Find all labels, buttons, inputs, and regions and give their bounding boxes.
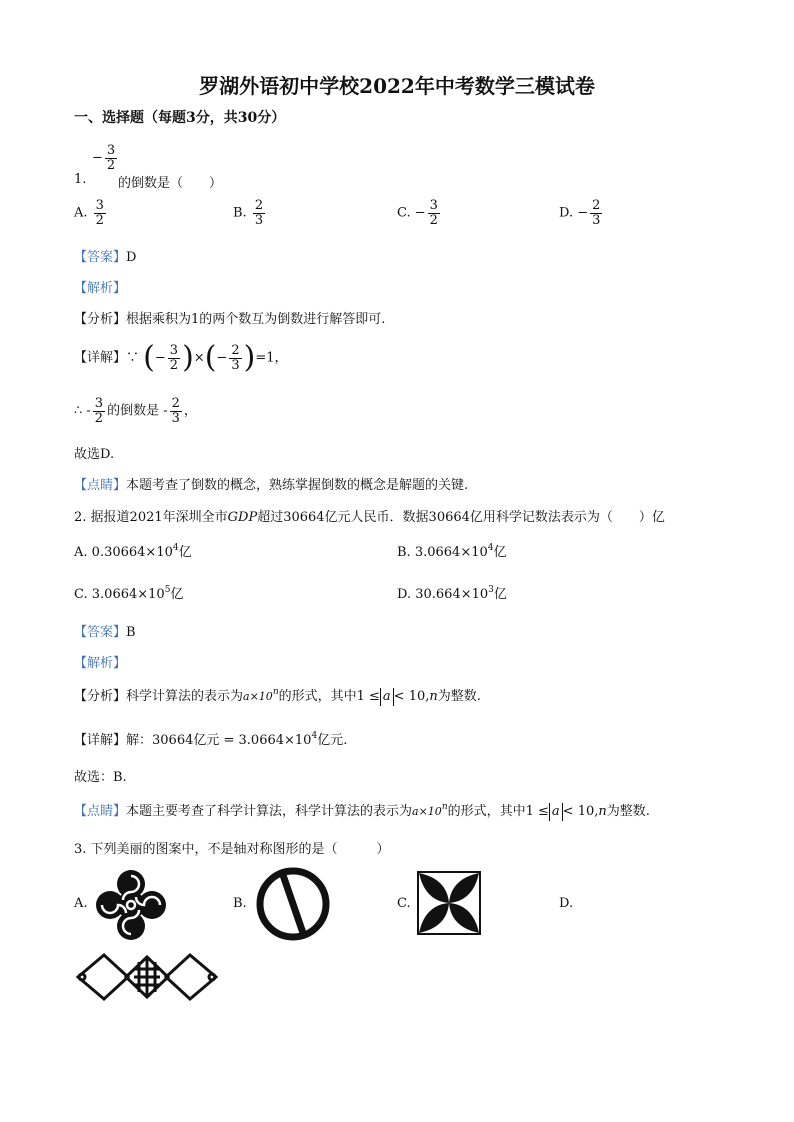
q1-option-c[interactable]: C. − $\frac{3}{2}$ <box>397 198 438 228</box>
q3-option-b-label[interactable]: B. <box>233 896 247 911</box>
square-petals-icon <box>417 871 481 935</box>
q2-analysis-label: 【解析】 <box>74 656 127 671</box>
q1-detail-line1: 【详解】∵ (− $\frac{3}{2}$ )×(− $\frac{2}{3}$ )=1， <box>74 340 288 375</box>
q3-option-a-label[interactable]: A. <box>74 896 88 911</box>
q1-dianjing: 【点睛】本题考查了倒数的概念，熟练掌握倒数的概念是解题的关键. <box>74 478 469 493</box>
q3-option-d-label[interactable]: D. <box>559 896 574 911</box>
q1-detail-line2: ∴ - $\frac{3}{2}$ 的倒数是 - $\frac{2}{3}$ ， <box>74 396 197 426</box>
q1-choose: 故选D. <box>74 447 115 462</box>
q2-answer: 【答案】B <box>74 625 136 640</box>
q2-detail: 【详解】解：30664亿元 = $3.0664\times 10^4$亿元. <box>74 731 348 748</box>
q2-option-b[interactable]: B. $3.0664\times 10^4$亿 <box>397 543 507 560</box>
page-title: 罗湖外语初中学校2022年中考数学三模试卷 <box>199 74 595 98</box>
q3-stem: 3. 下列美丽的图案中，不是轴对称图形的是（ ） <box>74 842 390 857</box>
q1-option-a[interactable]: A. $\frac{3}{2}$ <box>74 198 104 228</box>
q2-option-d[interactable]: D. $30.664\times 10^3$亿 <box>397 585 507 602</box>
q2-dianjing: 【点睛】本题主要考查了科学计算法，科学计算法的表示为$a\times 10^n$的形式，其中1 ≤ a < 10,n为整数. <box>74 802 650 819</box>
q3-option-c-label[interactable]: C. <box>397 896 411 911</box>
q2-option-c[interactable]: C. $3.0664\times 10^5$亿 <box>74 585 184 602</box>
q1-fenxi: 【分析】根据乘积为1的两个数互为倒数进行解答即可. <box>74 312 386 327</box>
q1-analysis-label: 【解析】 <box>74 281 127 296</box>
q1-number: 1. <box>74 172 87 187</box>
q2-stem: 2. 据报道2021年深圳全市GDP超过30664亿元人民币．数据30664亿用科学记数法表示为（ ）亿 <box>74 510 665 525</box>
q2-fenxi: 【分析】科学计算法的表示为$a\times 10^n$的形式，其中1 ≤ a < 10,n为整数. <box>74 687 481 704</box>
q1-stem-fraction: − $\frac{3}{2}$ <box>92 143 116 173</box>
q1-stem-text: 的倒数是（ ） <box>118 176 223 191</box>
circle-slash-icon <box>254 865 332 943</box>
q2-option-a[interactable]: A. $0.30664\times 10^4$亿 <box>74 543 192 560</box>
section-heading: 一、选择题（每题3分，共30分） <box>74 110 286 126</box>
q2-choose: 故选：B. <box>74 770 127 785</box>
q1-answer: 【答案】D <box>74 250 137 265</box>
endless-knot-icon <box>76 947 218 1007</box>
q1-option-d[interactable]: D. − $\frac{2}{3}$ <box>559 198 601 228</box>
clover-knot-icon <box>95 869 167 941</box>
q1-option-b[interactable]: B. $\frac{2}{3}$ <box>233 198 264 228</box>
